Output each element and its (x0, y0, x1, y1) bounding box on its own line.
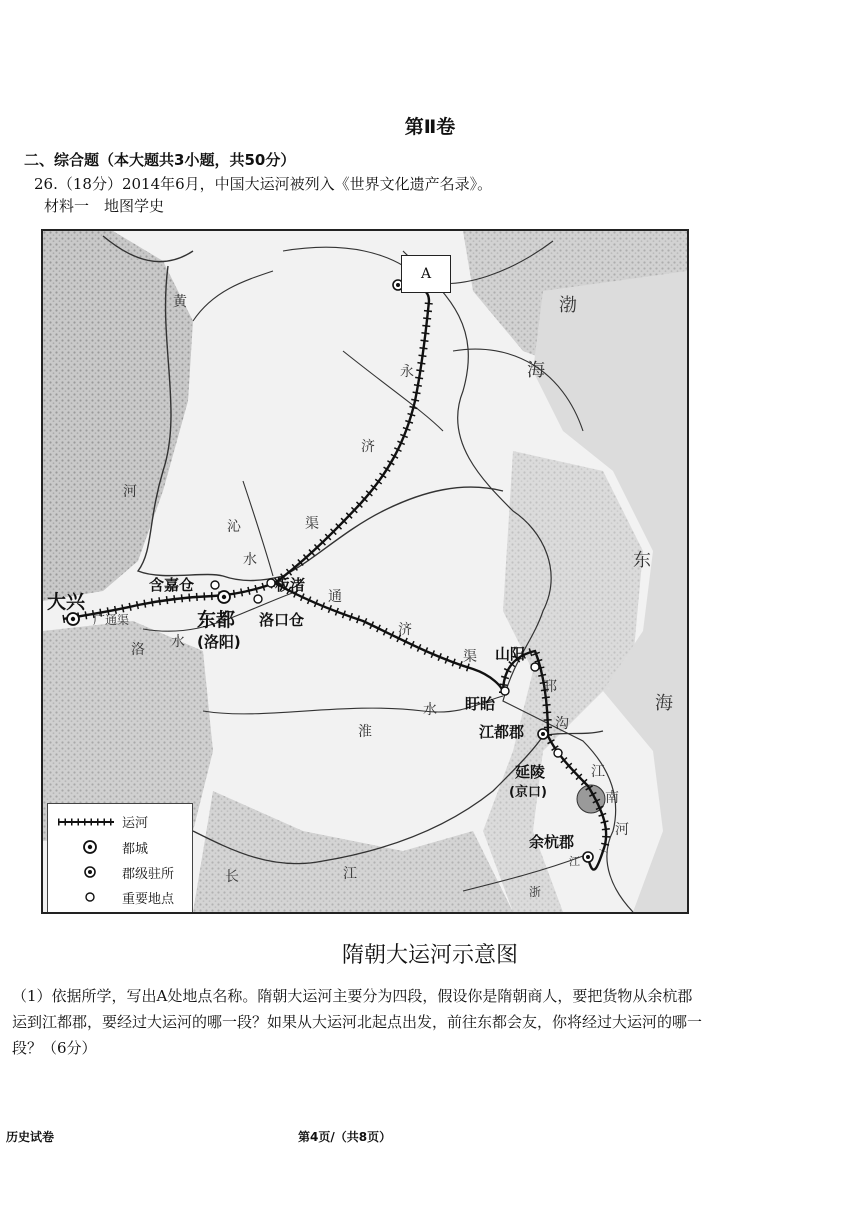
legend-capital-label: 都城 (122, 842, 149, 857)
luo-river-label-1: 洛 (131, 642, 145, 658)
luo-river-label-2: 水 (171, 634, 185, 650)
prefecture-symbol-icon (56, 863, 116, 881)
volume-title: 第Ⅱ卷 (404, 116, 456, 138)
xuyi-point (501, 687, 509, 695)
legend-prefecture (48, 861, 194, 883)
question-26-intro: 26.（18分）2014年6月，中国大运河被列入《世界文化遗产名录》。 (34, 175, 493, 193)
yongji-label-3: 渠 (305, 516, 319, 532)
hangou-label-1: 邗 (543, 679, 557, 695)
map-legend (47, 803, 193, 913)
capital-symbol-icon (56, 838, 116, 856)
jiangnan-label-1: 江 (591, 764, 605, 780)
luokou-point (254, 595, 262, 603)
yanling-sublabel: (京口) (509, 785, 547, 800)
zhe-river-label-2: 浙 (529, 885, 542, 899)
qin-river-label-1: 沁 (227, 519, 241, 535)
yangtze-label-1: 长 (225, 869, 239, 885)
yanling-label: 延陵 (515, 763, 546, 781)
legend-important (48, 886, 194, 908)
legend-prefecture-label: 郡级驻所 (122, 867, 175, 882)
xuyi-label: 盱眙 (465, 695, 496, 713)
shanyang-label: 山阳 (495, 645, 526, 663)
legend-canal-label: 运河 (122, 816, 149, 831)
jiangdu-label: 江都郡 (479, 723, 525, 741)
huai-river-label-1: 淮 (358, 724, 372, 740)
shanyang-point (531, 663, 539, 671)
footer-subject: 历史试卷 (6, 1130, 55, 1144)
yellow-river-label-1: 黄 (173, 294, 187, 310)
legend-canal (48, 810, 194, 832)
yellow-river-label-2: 河 (123, 484, 137, 500)
jiangnan-label-3: 河 (615, 822, 629, 838)
bohai-label-1: 渤 (559, 295, 577, 316)
daxing-label: 大兴 (47, 591, 86, 613)
huai-river-label-2: 水 (423, 702, 437, 718)
tongji-label-3: 渠 (463, 649, 477, 665)
bohai-label-2: 海 (527, 360, 545, 381)
tongji-label-2: 济 (398, 622, 412, 638)
donghai-label-1: 东 (633, 550, 651, 571)
luokou-label: 洛口仓 (259, 611, 305, 629)
map-caption: 隋朝大运河示意图 (341, 943, 518, 968)
banzhu-point (267, 579, 275, 587)
jiangnan-label-2: 南 (605, 790, 619, 806)
canal-line-icon (56, 812, 116, 830)
yanling-point (554, 749, 562, 757)
footer-page-number: 第4页/（共8页） (298, 1130, 392, 1144)
yongji-label-1: 永 (400, 364, 414, 380)
hanjia-label: 含嘉仓 (149, 576, 195, 594)
zhe-river-label-1: 江 (569, 855, 580, 868)
yongji-label-2: 济 (361, 439, 375, 455)
qin-river-label-2: 水 (243, 552, 257, 568)
yuhang-label: 余杭郡 (529, 833, 575, 851)
sui-canal-map (41, 229, 689, 914)
section-heading: 二、综合题（本大题共3小题，共50分） (24, 151, 296, 169)
legend-important-label: 重要地点 (122, 892, 175, 907)
dongdu-label: 东都 (197, 609, 236, 631)
tongji-label-1: 通 (328, 589, 342, 605)
material-1-label: 材料一 地图学史 (44, 197, 165, 215)
question-1-text: （1）依据所学，写出A处地点名称。隋朝大运河主要分为四段，假设你是隋朝商人，要把货物从余杭郡运到江都郡，要经过大运河的哪一段？如果从大运河北起点出发，前往东都会友，你将经过大运河的哪一段？（6分） (12, 987, 703, 1057)
donghai-label-2: 海 (655, 693, 673, 714)
dongdu-sublabel: (洛阳) (197, 633, 241, 651)
hanjia-point (211, 581, 219, 589)
location-a-box: A (401, 255, 451, 293)
guangtong-label: 广通渠 (93, 613, 130, 627)
banzhu-label: 板渚 (275, 576, 306, 594)
legend-capital (48, 836, 194, 858)
important-place-icon (56, 888, 116, 906)
yangtze-label-2: 江 (343, 866, 357, 882)
hangou-label-2: 沟 (555, 716, 569, 732)
